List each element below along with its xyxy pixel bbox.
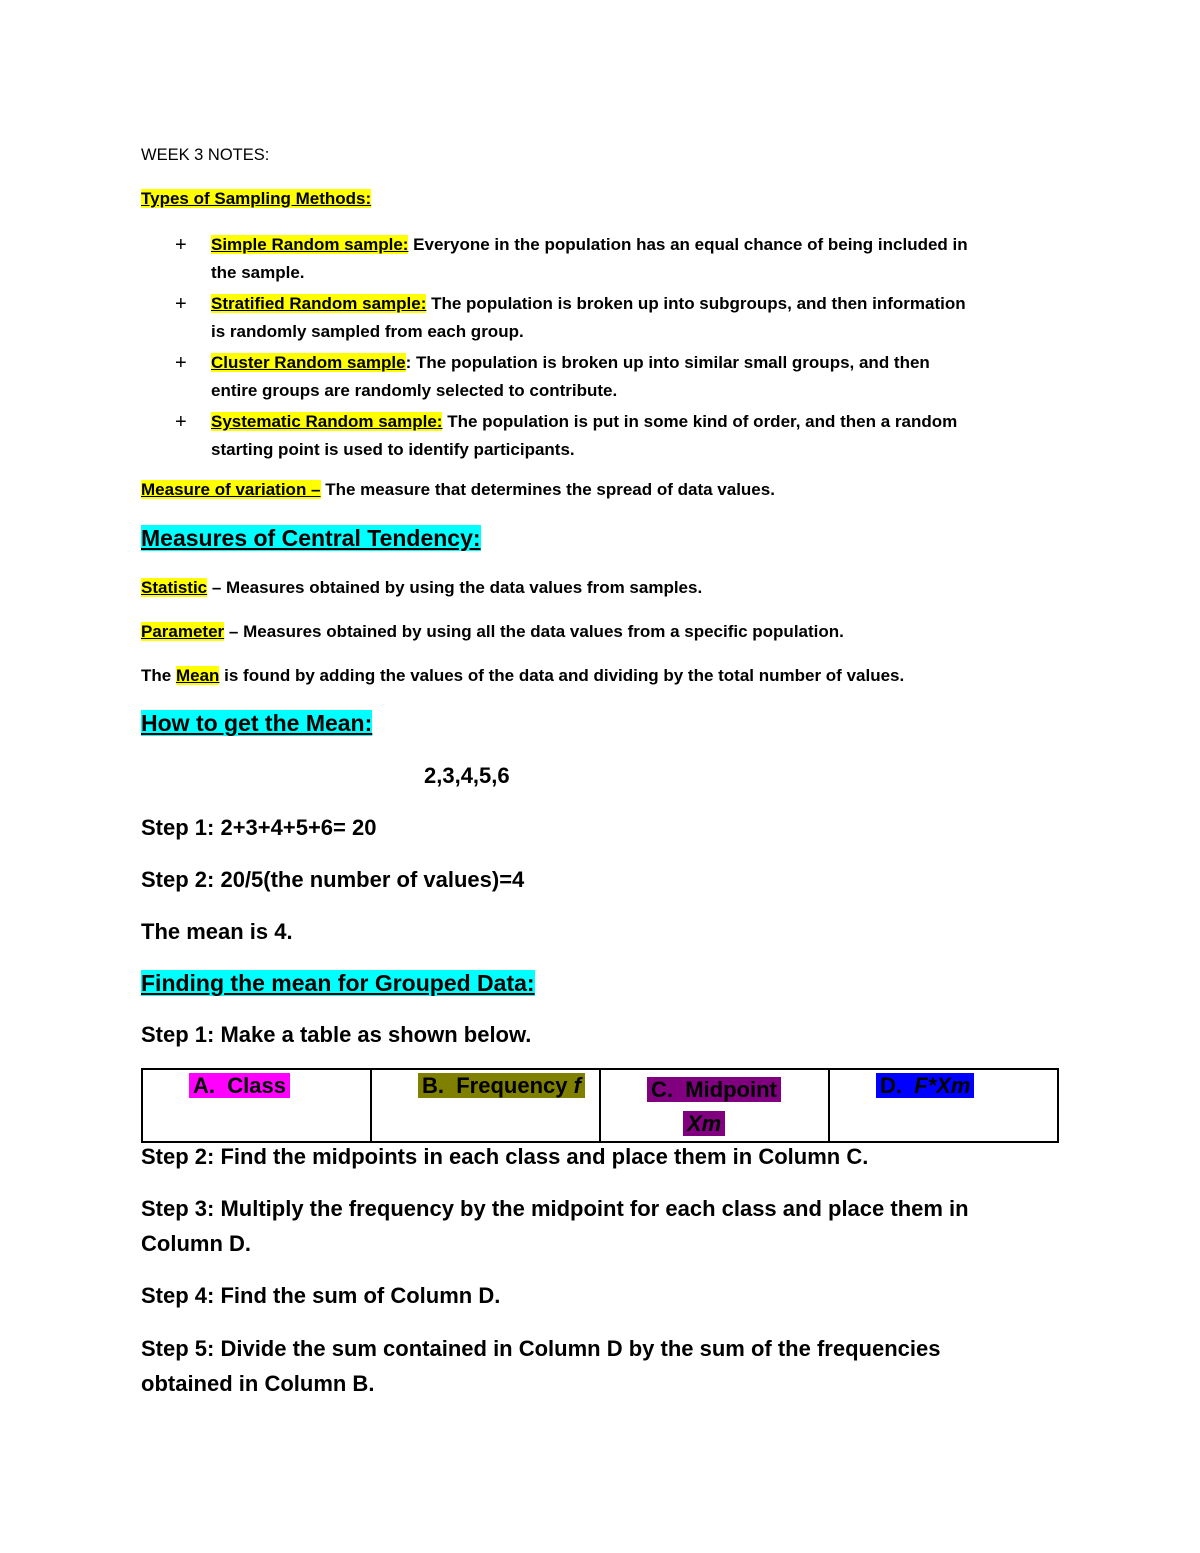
sample-data: 2,3,4,5,6 — [424, 763, 510, 788]
column-letter: A. — [193, 1073, 215, 1098]
method-term: Cluster Random sample — [211, 353, 406, 372]
grouped-step-5: Step 5: Divide the sum contained in Column D by the sum of the frequencies — [141, 1336, 941, 1361]
variation-term: Measure of variation – — [141, 480, 321, 499]
table-header-product — [829, 1069, 1058, 1142]
variation-definition — [141, 480, 775, 500]
grouped-step-5-cont: obtained in Column B. — [141, 1371, 375, 1396]
column-c-label — [647, 1077, 781, 1102]
mean-definition — [141, 666, 904, 686]
column-symbol: f — [573, 1073, 581, 1098]
table-header-midpoint — [600, 1069, 829, 1142]
column-c-symbol — [683, 1111, 725, 1136]
method-text-cont: entire groups are randomly selected to contribute. — [211, 381, 618, 400]
how-mean-heading — [141, 710, 372, 737]
grouped-heading — [141, 970, 535, 997]
column-name: Class — [227, 1073, 286, 1098]
method-term: Simple Random sample: — [211, 235, 409, 254]
column-b-label — [418, 1073, 585, 1098]
page-title: WEEK 3 NOTES: — [141, 146, 270, 164]
sampling-heading — [141, 189, 371, 209]
grouped-step-2: Step 2: Find the midpoints in each class and place them in Column C. — [141, 1144, 869, 1169]
column-symbol: F*Xm — [914, 1073, 971, 1098]
how-mean-heading-text: How to get the Mean: — [141, 710, 373, 736]
grouped-heading-text: Finding the mean for Grouped Data: — [141, 970, 535, 996]
mean-pre: The — [141, 666, 176, 685]
method-text: The population is broken up into subgroups, and then information — [426, 294, 966, 313]
method-text: The population is put in some kind of order, and then a random — [442, 412, 958, 431]
method-text: Everyone in the population has an equal chance of being included in — [408, 235, 968, 254]
method-term: Systematic Random sample: — [211, 412, 443, 431]
mean-result: The mean is 4. — [141, 919, 293, 944]
column-letter: D. — [880, 1073, 902, 1098]
grouped-step-3-cont: Column D. — [141, 1231, 251, 1256]
list-item — [141, 231, 1071, 287]
table-row — [142, 1069, 1058, 1142]
column-name: Midpoint — [685, 1077, 777, 1102]
method-text-cont: is randomly sampled from each group. — [211, 322, 524, 341]
list-item — [141, 349, 1071, 405]
plus-bullet-icon: + — [175, 411, 187, 433]
sampling-heading-text: Types of Sampling Methods: — [141, 189, 372, 208]
table-header-class — [142, 1069, 371, 1142]
central-tendency-heading-text: Measures of Central Tendency: — [141, 525, 481, 551]
mean-term: Mean — [175, 666, 220, 685]
table-header-frequency — [371, 1069, 600, 1142]
plus-bullet-icon: + — [175, 234, 187, 256]
sampling-methods-list — [141, 231, 1071, 467]
mean-step-1: Step 1: 2+3+4+5+6= 20 — [141, 815, 377, 840]
method-text: : The population is broken up into similar small groups, and then — [405, 353, 930, 372]
statistic-term: Statistic — [141, 578, 208, 597]
grouped-step-1: Step 1: Make a table as shown below. — [141, 1022, 532, 1047]
central-tendency-heading — [141, 525, 481, 552]
method-text-cont: starting point is used to identify participants. — [211, 440, 575, 459]
mean-step-2: Step 2: 20/5(the number of values)=4 — [141, 867, 525, 892]
plus-bullet-icon: + — [175, 293, 187, 315]
list-item — [141, 408, 1071, 464]
statistic-text: – Measures obtained by using the data values from samples. — [207, 578, 703, 597]
statistic-definition — [141, 578, 702, 598]
grouped-step-4: Step 4: Find the sum of Column D. — [141, 1283, 501, 1308]
column-d-label — [876, 1073, 974, 1098]
column-letter: B. — [422, 1073, 444, 1098]
column-letter: C. — [651, 1077, 673, 1102]
column-name: Frequency — [456, 1073, 574, 1098]
list-item — [141, 290, 1071, 346]
column-symbol: Xm — [687, 1111, 722, 1136]
method-term: Stratified Random sample: — [211, 294, 427, 313]
parameter-definition — [141, 622, 844, 642]
method-text-cont: the sample. — [211, 263, 305, 282]
column-a-label — [189, 1073, 290, 1098]
plus-bullet-icon: + — [175, 352, 187, 374]
grouped-data-table — [141, 1068, 1059, 1143]
parameter-text: – Measures obtained by using all the data values from a specific population. — [224, 622, 844, 641]
grouped-step-3: Step 3: Multiply the frequency by the midpoint for each class and place them in — [141, 1196, 969, 1221]
variation-text: The measure that determines the spread of data values. — [320, 480, 775, 499]
mean-text: is found by adding the values of the data and dividing by the total number of values. — [219, 666, 905, 685]
parameter-term: Parameter — [141, 622, 225, 641]
